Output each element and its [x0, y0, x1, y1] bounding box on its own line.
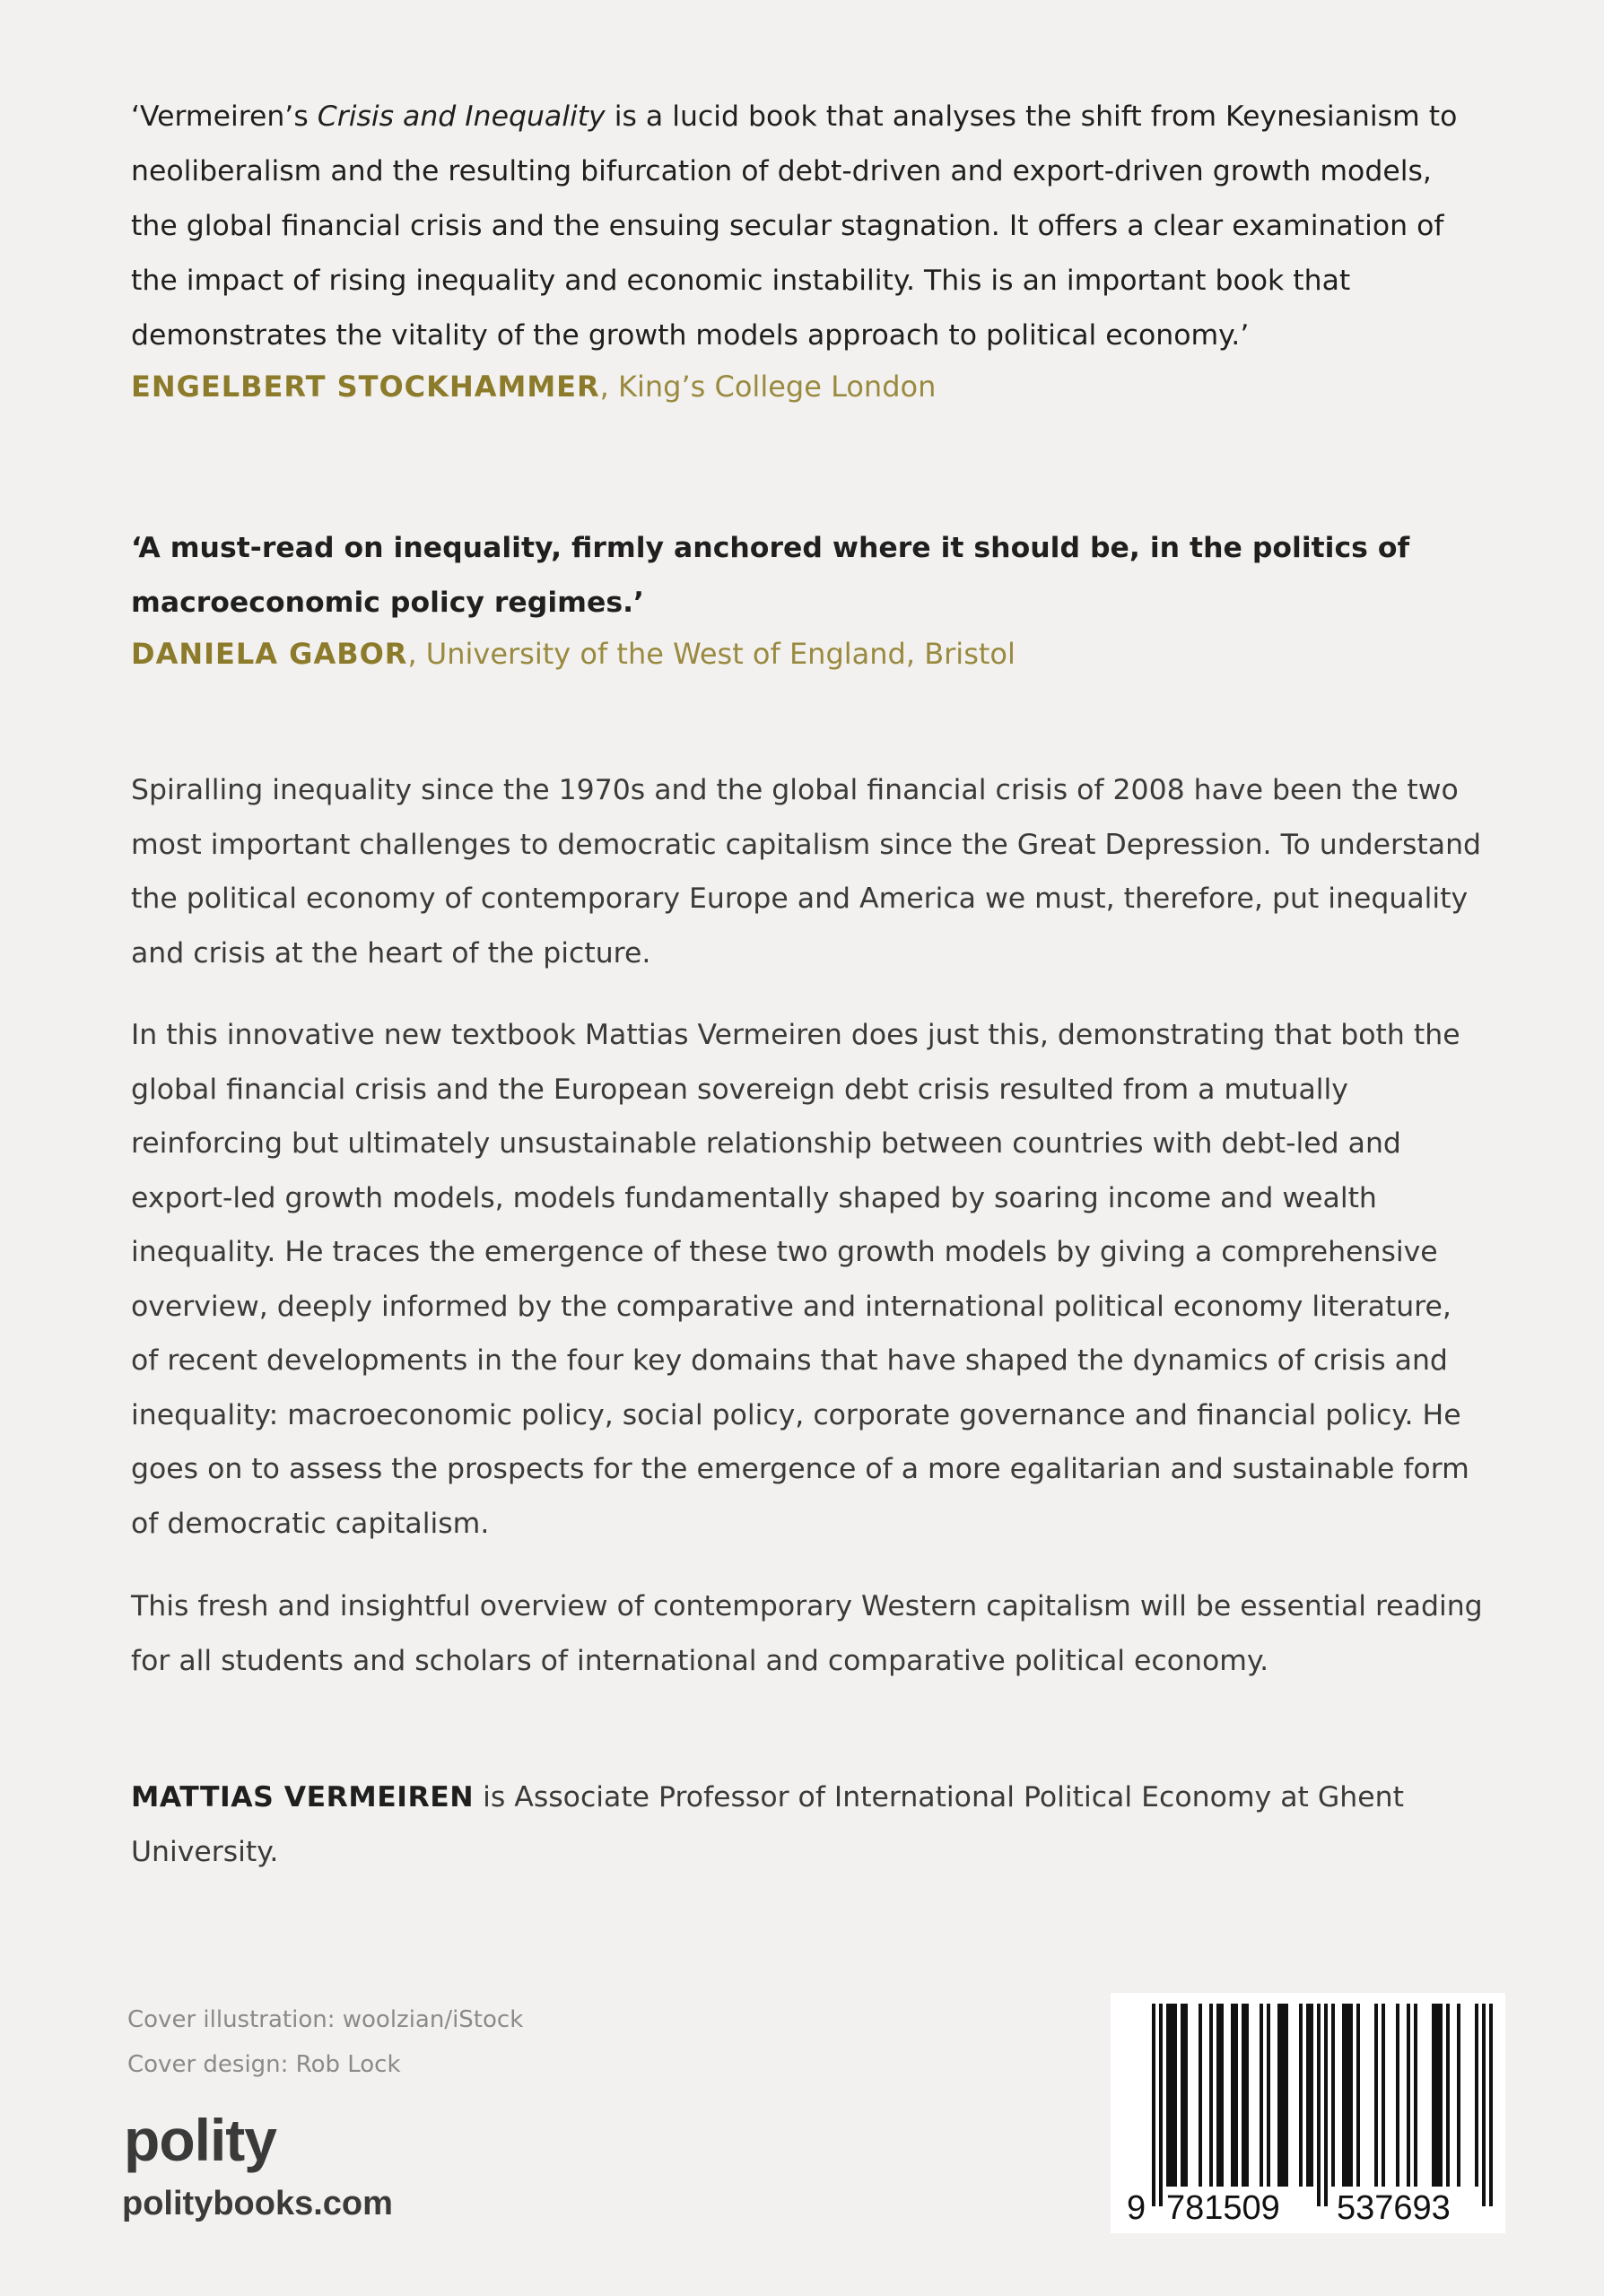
barcode-bar [1209, 2004, 1213, 2187]
barcode-bar [1475, 2004, 1478, 2187]
barcode-bar [1306, 2004, 1310, 2187]
barcode-bar [1342, 2004, 1346, 2187]
author-bio-text [131, 1770, 1486, 1879]
barcode-bar [1184, 2004, 1188, 2187]
endorser-name: DANIELA GABOR [131, 637, 408, 671]
barcode-bar [1299, 2004, 1303, 2187]
barcode-bar [1181, 2004, 1184, 2187]
barcode-guard-bar [1482, 2004, 1486, 2206]
barcode-bar [1231, 2004, 1234, 2187]
barcode-bar [1260, 2004, 1263, 2187]
barcode-bar [1349, 2004, 1353, 2187]
barcode-digits-left: 781509 [1166, 2189, 1280, 2227]
endorser-name: ENGELBERT STOCKHAMMER [131, 370, 600, 404]
description-text: In this innovative new textbook Mattias Vermeiren does just this, demonstrating that both the global financial crisis and the European sovereign debt crisis resulted from a mutually reinforcing but ultimately unsustainable relationship between countries with debt-led and export-led growth models, models fundamentally shaped by soaring income and wealth inequality. He traces the emergence of these two growth models by giving a comprehensive overview, deeply informed by the comparative and international political economy literature, of recent developments in the four key domains that have shaped the dynamics of crisis and inequality: macroeconomic policy, social policy, corporate governance and financial policy. He goes on to assess the prospects for the emergence of a more egalitarian and sustainable form of democratic capitalism. [131, 1019, 1469, 1540]
barcode-bar [1199, 2004, 1202, 2187]
endorsement-attribution [131, 631, 1486, 677]
barcode-bar [1173, 2004, 1177, 2187]
barcode-bar [1220, 2004, 1224, 2187]
barcode-bar [1374, 2004, 1378, 2187]
author-bio [131, 1770, 1486, 1879]
barcode-bar [1166, 2004, 1170, 2187]
description-text: This fresh and insightful overview of contemporary Western capitalism will be essential reading for all students and scholars of international and comparative political economy. [131, 1590, 1483, 1677]
barcode-guard-bar [1317, 2004, 1321, 2206]
barcode-bar [1396, 2004, 1399, 2187]
author-description: is Associate Professor of International Political Economy at Ghent University. [131, 1781, 1404, 1868]
barcode-bar [1216, 2004, 1220, 2187]
cover-design-credit: Cover design: Rob Lock [127, 2051, 401, 2078]
barcode-bar [1407, 2004, 1410, 2187]
publisher-url: politybooks.com [122, 2185, 393, 2222]
barcode-bar [1439, 2004, 1443, 2187]
barcode-bar [1310, 2004, 1313, 2187]
description-paragraph-2 [131, 1008, 1486, 1551]
barcode-bar [1267, 2004, 1270, 2187]
barcode-guard-bar [1324, 2004, 1328, 2206]
attribution-separator: , [599, 370, 619, 404]
book-title: Crisis and Inequality [317, 100, 606, 133]
barcode-guard-bar [1159, 2004, 1163, 2206]
quote-text-rest: is a lucid book that analyses the shift from Keynesianism to neoliberalism and the resulting bifurcation of debt-driven and export-driven growth models, the global financial crisis and the ensuing secular stagnation. It offers a clear examination of the impact of rising inequality and economic instability. This is an important book that demonstrates the vitality of the growth models approach to political economy.’ [131, 100, 1458, 352]
barcode-bar [1382, 2004, 1385, 2187]
endorsement-1 [131, 90, 1486, 410]
quote-text-start: ‘Vermeiren’s [131, 100, 318, 133]
endorsement-attribution [131, 363, 1486, 410]
barcode-lead-digit: 9 [1127, 2189, 1146, 2227]
barcode-bar [1245, 2004, 1249, 2187]
barcode-bar [1346, 2004, 1349, 2187]
barcode-digits-right: 537693 [1337, 2189, 1451, 2227]
barcode-bar [1435, 2004, 1439, 2187]
barcode-bar [1414, 2004, 1417, 2187]
cover-illustration-credit: Cover illustration: woolzian/iStock [127, 2006, 524, 2033]
endorsement-quote [131, 90, 1486, 363]
barcode-guard-bar [1489, 2004, 1493, 2206]
publisher-logo: polity [124, 2107, 276, 2173]
barcode-bar [1170, 2004, 1173, 2187]
description-paragraph-1 [131, 763, 1486, 980]
barcode-bar [1331, 2004, 1335, 2187]
barcode-bar [1356, 2004, 1360, 2187]
endorser-affiliation: King’s College London [618, 370, 937, 404]
description-text: Spiralling inequality since the 1970s and the global financial crisis of 2008 have been the two most important challenges to democratic capitalism since the Great Depression. To understand the political economy of contemporary Europe and America we must, therefore, put inequality and crisis at the heart of the picture. [131, 774, 1482, 970]
barcode-guard-bar [1152, 2004, 1155, 2206]
barcode-bar [1281, 2004, 1285, 2187]
author-name: MATTIAS VERMEIREN [131, 1781, 475, 1813]
barcode-bar [1277, 2004, 1281, 2187]
barcode-bar [1242, 2004, 1245, 2187]
attribution-separator: , [407, 637, 426, 671]
barcode-bar [1234, 2004, 1238, 2187]
barcode-bar [1285, 2004, 1288, 2187]
barcode-bar [1457, 2004, 1460, 2187]
barcode-bar [1432, 2004, 1435, 2187]
barcode-bar [1446, 2004, 1450, 2187]
isbn-barcode [1111, 1993, 1505, 2233]
endorser-affiliation: University of the West of England, Bristol [425, 637, 1016, 671]
endorsement-2 [131, 521, 1486, 677]
description-paragraph-3 [131, 1579, 1486, 1688]
endorsement-quote: ‘A must-read on inequality, firmly anchored where it should be, in the politics of macroeconomic policy regimes.’ [131, 532, 1410, 619]
